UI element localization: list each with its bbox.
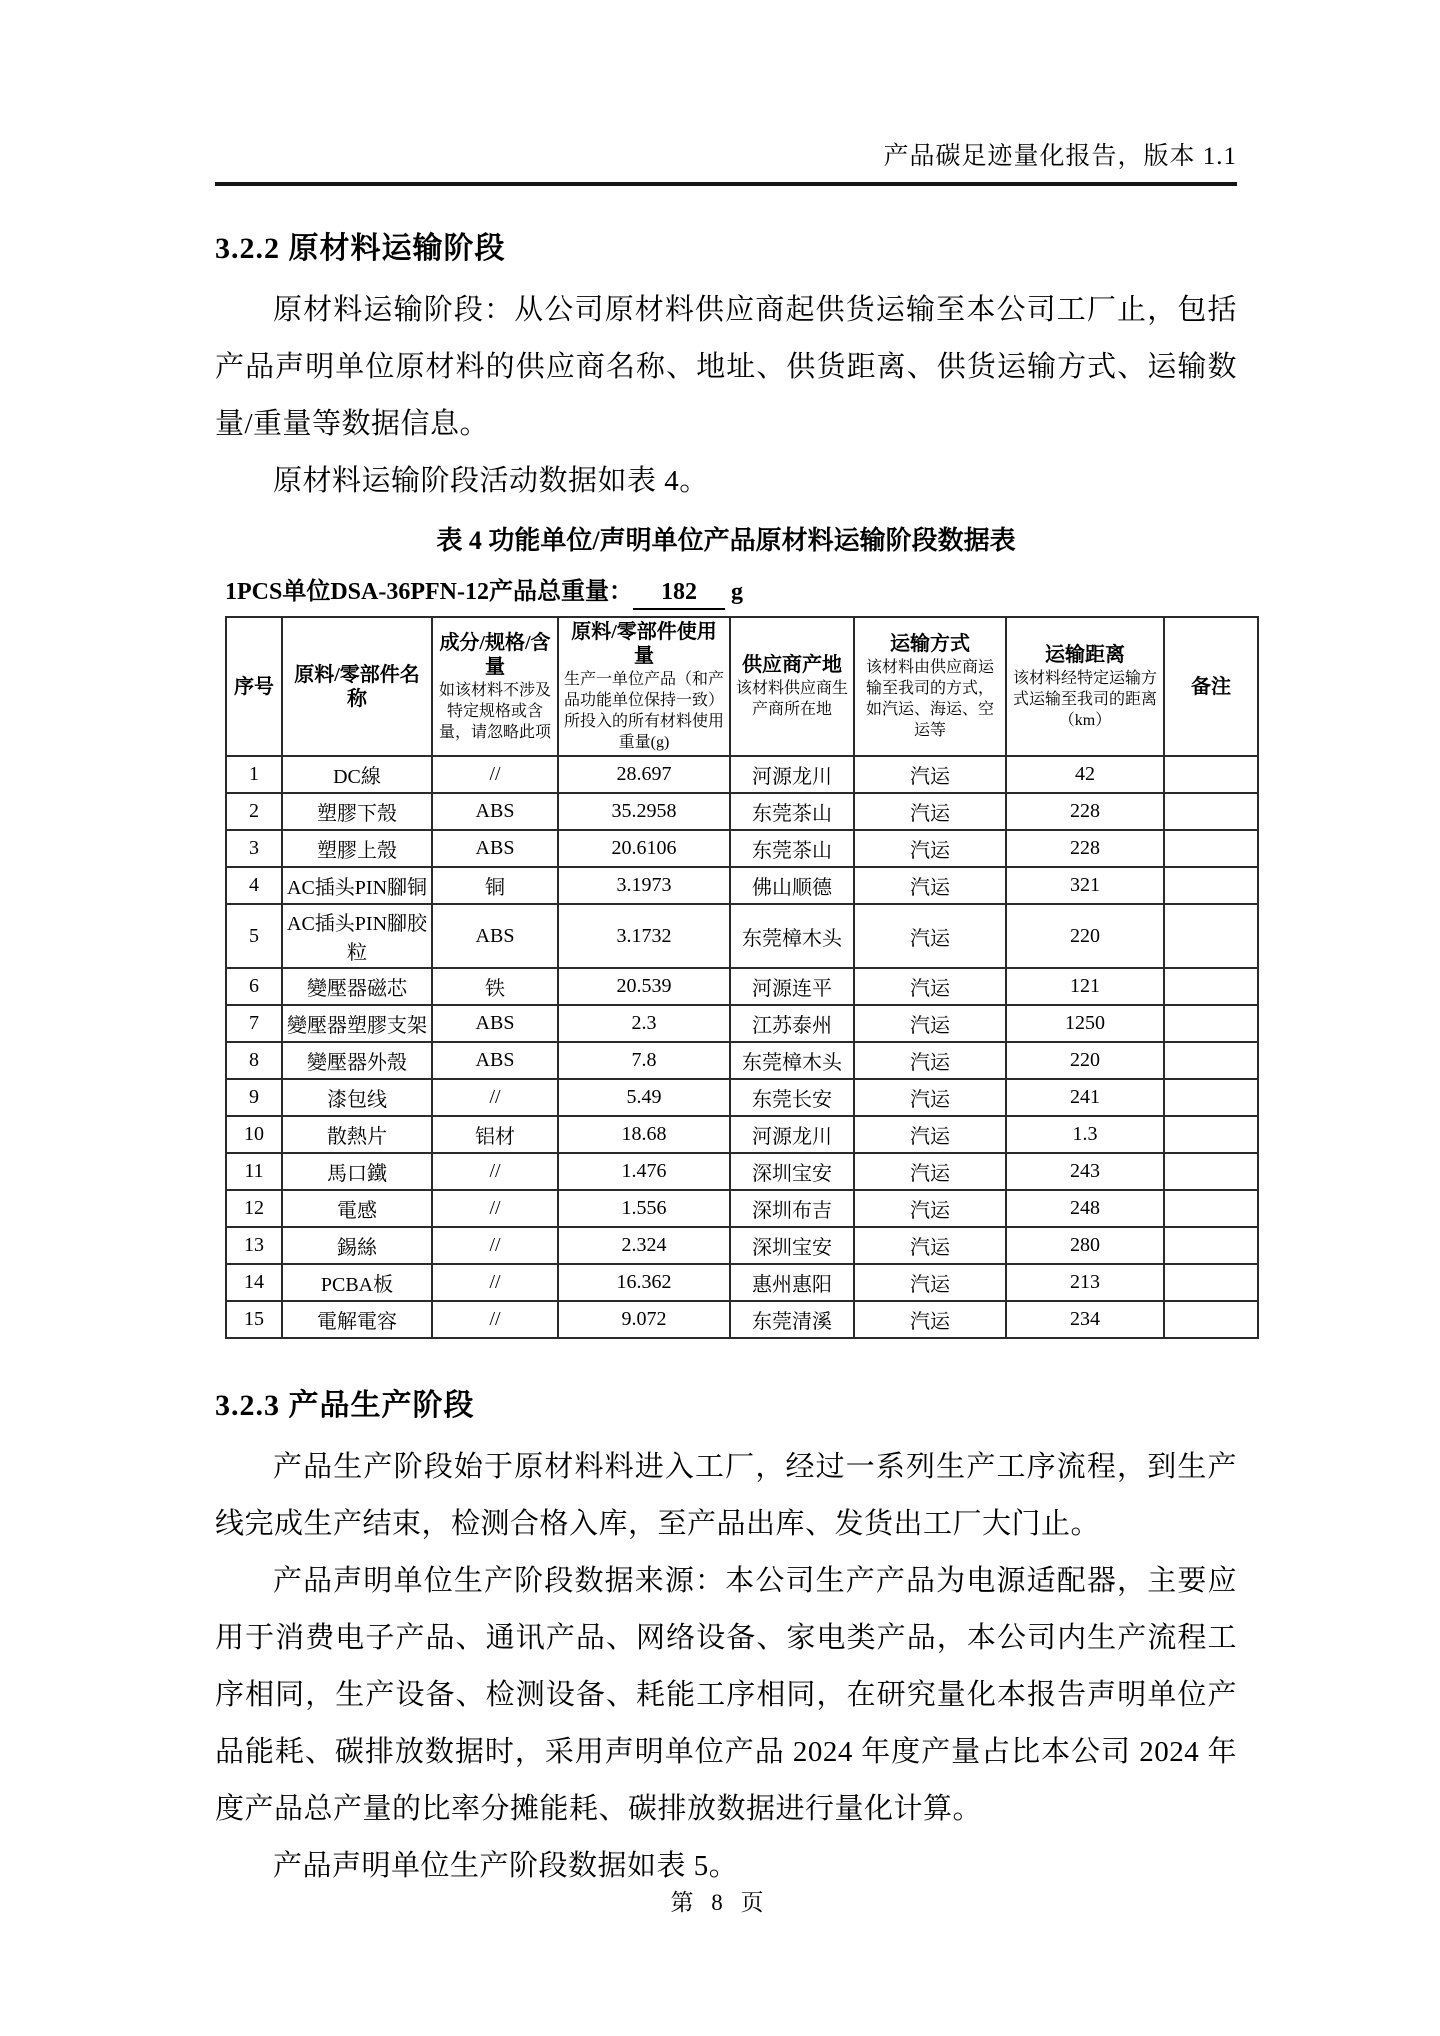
cell-remark: [1164, 793, 1258, 830]
cell-distance: 228: [1006, 830, 1164, 867]
cell-distance: 234: [1006, 1301, 1164, 1338]
cell-name: 散熱片: [282, 1116, 432, 1153]
cell-spec: //: [432, 1190, 558, 1227]
cell-mode: 汽运: [854, 1079, 1006, 1116]
cell-name: 電感: [282, 1190, 432, 1227]
table-row: [226, 1153, 1258, 1190]
cell-name: 電解電容: [282, 1301, 432, 1338]
table-row: [226, 1190, 1258, 1227]
col-header-remark: 备注: [1164, 617, 1258, 756]
cell-name: 馬口鐵: [282, 1153, 432, 1190]
cell-mode: 汽运: [854, 867, 1006, 904]
cell-no: 11: [226, 1153, 282, 1190]
cell-no: 10: [226, 1116, 282, 1153]
cell-mode: 汽运: [854, 1227, 1006, 1264]
table-row: [226, 1005, 1258, 1042]
cell-usage: 20.539: [558, 968, 730, 1005]
cell-origin: 东莞茶山: [730, 793, 854, 830]
cell-distance: 220: [1006, 904, 1164, 968]
cell-no: 1: [226, 756, 282, 793]
cell-remark: [1164, 1005, 1258, 1042]
col-header-distance: 运输距离 该材料经特定运输方式运输至我司的距离（km）: [1006, 617, 1164, 756]
cell-origin: 河源连平: [730, 968, 854, 1005]
cell-no: 8: [226, 1042, 282, 1079]
product-weight-line: [225, 576, 1237, 610]
cell-no: 9: [226, 1079, 282, 1116]
cell-name: PCBA板: [282, 1264, 432, 1301]
cell-distance: 241: [1006, 1079, 1164, 1116]
table-row: [226, 830, 1258, 867]
cell-remark: [1164, 1079, 1258, 1116]
cell-mode: 汽运: [854, 1264, 1006, 1301]
material-transport-table: [225, 616, 1259, 1339]
paragraph-322-2: 原材料运输阶段活动数据如表 4。: [273, 465, 709, 497]
cell-origin: 深圳布吉: [730, 1190, 854, 1227]
cell-remark: [1164, 904, 1258, 968]
product-weight-unit: g: [731, 579, 743, 605]
page-header-title: 产品碳足迹量化报告，版本 1.1: [883, 143, 1237, 170]
cell-mode: 汽运: [854, 1153, 1006, 1190]
cell-usage: 2.3: [558, 1005, 730, 1042]
cell-spec: ABS: [432, 1042, 558, 1079]
table-row: [226, 793, 1258, 830]
cell-remark: [1164, 1190, 1258, 1227]
cell-no: 5: [226, 904, 282, 968]
cell-name: 變壓器塑膠支架: [282, 1005, 432, 1042]
cell-usage: 20.6106: [558, 830, 730, 867]
cell-name: 塑膠下殼: [282, 793, 432, 830]
page-number: 第 8 页: [670, 1890, 770, 1915]
cell-distance: 243: [1006, 1153, 1164, 1190]
cell-distance: 1250: [1006, 1005, 1164, 1042]
cell-spec: //: [432, 756, 558, 793]
cell-usage: 5.49: [558, 1079, 730, 1116]
cell-origin: 深圳宝安: [730, 1227, 854, 1264]
cell-distance: 280: [1006, 1227, 1164, 1264]
cell-spec: 铝材: [432, 1116, 558, 1153]
cell-spec: 铁: [432, 968, 558, 1005]
cell-usage: 3.1732: [558, 904, 730, 968]
cell-origin: 东莞茶山: [730, 830, 854, 867]
cell-spec: ABS: [432, 1005, 558, 1042]
cell-remark: [1164, 830, 1258, 867]
cell-usage: 9.072: [558, 1301, 730, 1338]
section-heading-323: 3.2.3 产品生产阶段: [215, 1389, 475, 1422]
cell-spec: ABS: [432, 793, 558, 830]
cell-remark: [1164, 968, 1258, 1005]
paragraph-323-2: 产品声明单位生产阶段数据来源：本公司生产产品为电源适配器，主要应用于消费电子产品、通讯产品、网络设备、家电类产品，本公司内生产流程工序相同，生产设备、检测设备、耗能工序相同，在研究量化本报告声明单位产品能耗、碳排放数据时，采用声明单位产品 2024 年度产量占比本公司 2024 年度产品总产量的比率分摊能耗、碳排放数据进行量化计算。: [215, 1565, 1237, 1825]
cell-name: DC線: [282, 756, 432, 793]
cell-origin: 东莞清溪: [730, 1301, 854, 1338]
cell-name: 變壓器外殼: [282, 1042, 432, 1079]
cell-origin: 江苏泰州: [730, 1005, 854, 1042]
cell-remark: [1164, 1264, 1258, 1301]
cell-no: 12: [226, 1190, 282, 1227]
section-heading-322: 3.2.2 原材料运输阶段: [215, 232, 506, 265]
cell-no: 6: [226, 968, 282, 1005]
col-header-no: 序号: [226, 617, 282, 756]
cell-origin: 佛山顺德: [730, 867, 854, 904]
cell-mode: 汽运: [854, 1301, 1006, 1338]
cell-no: 4: [226, 867, 282, 904]
table-row: [226, 1116, 1258, 1153]
cell-no: 15: [226, 1301, 282, 1338]
cell-distance: 321: [1006, 867, 1164, 904]
cell-distance: 1.3: [1006, 1116, 1164, 1153]
table-row: [226, 1079, 1258, 1116]
cell-usage: 1.556: [558, 1190, 730, 1227]
cell-distance: 42: [1006, 756, 1164, 793]
cell-usage: 1.476: [558, 1153, 730, 1190]
cell-name: 變壓器磁芯: [282, 968, 432, 1005]
cell-distance: 121: [1006, 968, 1164, 1005]
table4-caption: 表 4 功能单位/声明单位产品原材料运输阶段数据表: [436, 526, 1016, 555]
cell-mode: 汽运: [854, 793, 1006, 830]
page-header: [215, 142, 1237, 186]
cell-remark: [1164, 1042, 1258, 1079]
cell-no: 3: [226, 830, 282, 867]
cell-name: AC插头PIN腳胶粒: [282, 904, 432, 968]
cell-remark: [1164, 1153, 1258, 1190]
table-row: [226, 968, 1258, 1005]
page-footer: [0, 1884, 1440, 1917]
cell-usage: 2.324: [558, 1227, 730, 1264]
cell-name: 錫絲: [282, 1227, 432, 1264]
table-row: [226, 1301, 1258, 1338]
cell-spec: //: [432, 1227, 558, 1264]
cell-usage: 3.1973: [558, 867, 730, 904]
cell-no: 2: [226, 793, 282, 830]
cell-usage: 35.2958: [558, 793, 730, 830]
cell-remark: [1164, 756, 1258, 793]
cell-origin: 东莞樟木头: [730, 1042, 854, 1079]
cell-mode: 汽运: [854, 1190, 1006, 1227]
cell-mode: 汽运: [854, 1116, 1006, 1153]
cell-no: 14: [226, 1264, 282, 1301]
table-row: [226, 867, 1258, 904]
cell-spec: ABS: [432, 904, 558, 968]
cell-remark: [1164, 1301, 1258, 1338]
product-weight-label: 1PCS单位DSA-36PFN-12产品总重量：: [225, 579, 633, 605]
cell-usage: 7.8: [558, 1042, 730, 1079]
cell-remark: [1164, 1116, 1258, 1153]
cell-distance: 228: [1006, 793, 1164, 830]
cell-spec: //: [432, 1079, 558, 1116]
cell-spec: 铜: [432, 867, 558, 904]
cell-spec: ABS: [432, 830, 558, 867]
col-header-usage: 原料/零部件使用量 生产一单位产品（和产品功能单位保持一致）所投入的所有材料使用重量(g): [558, 617, 730, 756]
col-header-mode: 运输方式 该材料由供应商运输至我司的方式，如汽运、海运、空运等: [854, 617, 1006, 756]
cell-usage: 28.697: [558, 756, 730, 793]
paragraph-323-1: 产品生产阶段始于原材料料进入工厂，经过一系列生产工序流程，到生产线完成生产结束，检测合格入库，至产品出库、发货出工厂大门止。: [215, 1451, 1237, 1540]
cell-remark: [1164, 867, 1258, 904]
cell-spec: //: [432, 1153, 558, 1190]
paragraph-322-1: 原材料运输阶段：从公司原材料供应商起供货运输至本公司工厂止，包括产品声明单位原材料的供应商名称、地址、供货距离、供货运输方式、运输数量/重量等数据信息。: [215, 294, 1237, 440]
cell-no: 7: [226, 1005, 282, 1042]
cell-origin: 东莞长安: [730, 1079, 854, 1116]
paragraph-323-3: 产品声明单位生产阶段数据如表 5。: [273, 1850, 739, 1882]
cell-mode: 汽运: [854, 1042, 1006, 1079]
col-header-spec: 成分/规格/含量 如该材料不涉及特定规格或含量，请忽略此项: [432, 617, 558, 756]
cell-usage: 18.68: [558, 1116, 730, 1153]
cell-name: 塑膠上殼: [282, 830, 432, 867]
cell-origin: 河源龙川: [730, 1116, 854, 1153]
cell-spec: //: [432, 1264, 558, 1301]
cell-mode: 汽运: [854, 904, 1006, 968]
cell-mode: 汽运: [854, 968, 1006, 1005]
cell-spec: //: [432, 1301, 558, 1338]
cell-distance: 248: [1006, 1190, 1164, 1227]
cell-usage: 16.362: [558, 1264, 730, 1301]
table-row: [226, 1042, 1258, 1079]
cell-remark: [1164, 1227, 1258, 1264]
cell-distance: 213: [1006, 1264, 1164, 1301]
cell-mode: 汽运: [854, 830, 1006, 867]
cell-origin: 东莞樟木头: [730, 904, 854, 968]
table-row: [226, 904, 1258, 968]
cell-name: AC插头PIN腳铜: [282, 867, 432, 904]
cell-mode: 汽运: [854, 756, 1006, 793]
table-row: [226, 1264, 1258, 1301]
table-header-row: [226, 617, 1258, 756]
col-header-name: 原料/零部件名称: [282, 617, 432, 756]
cell-origin: 河源龙川: [730, 756, 854, 793]
product-weight-value: 182: [633, 576, 725, 610]
cell-distance: 220: [1006, 1042, 1164, 1079]
cell-origin: 深圳宝安: [730, 1153, 854, 1190]
cell-origin: 惠州惠阳: [730, 1264, 854, 1301]
col-header-origin: 供应商产地 该材料供应商生产商所在地: [730, 617, 854, 756]
table-row: [226, 1227, 1258, 1264]
table-row: [226, 756, 1258, 793]
cell-mode: 汽运: [854, 1005, 1006, 1042]
cell-no: 13: [226, 1227, 282, 1264]
cell-name: 漆包线: [282, 1079, 432, 1116]
